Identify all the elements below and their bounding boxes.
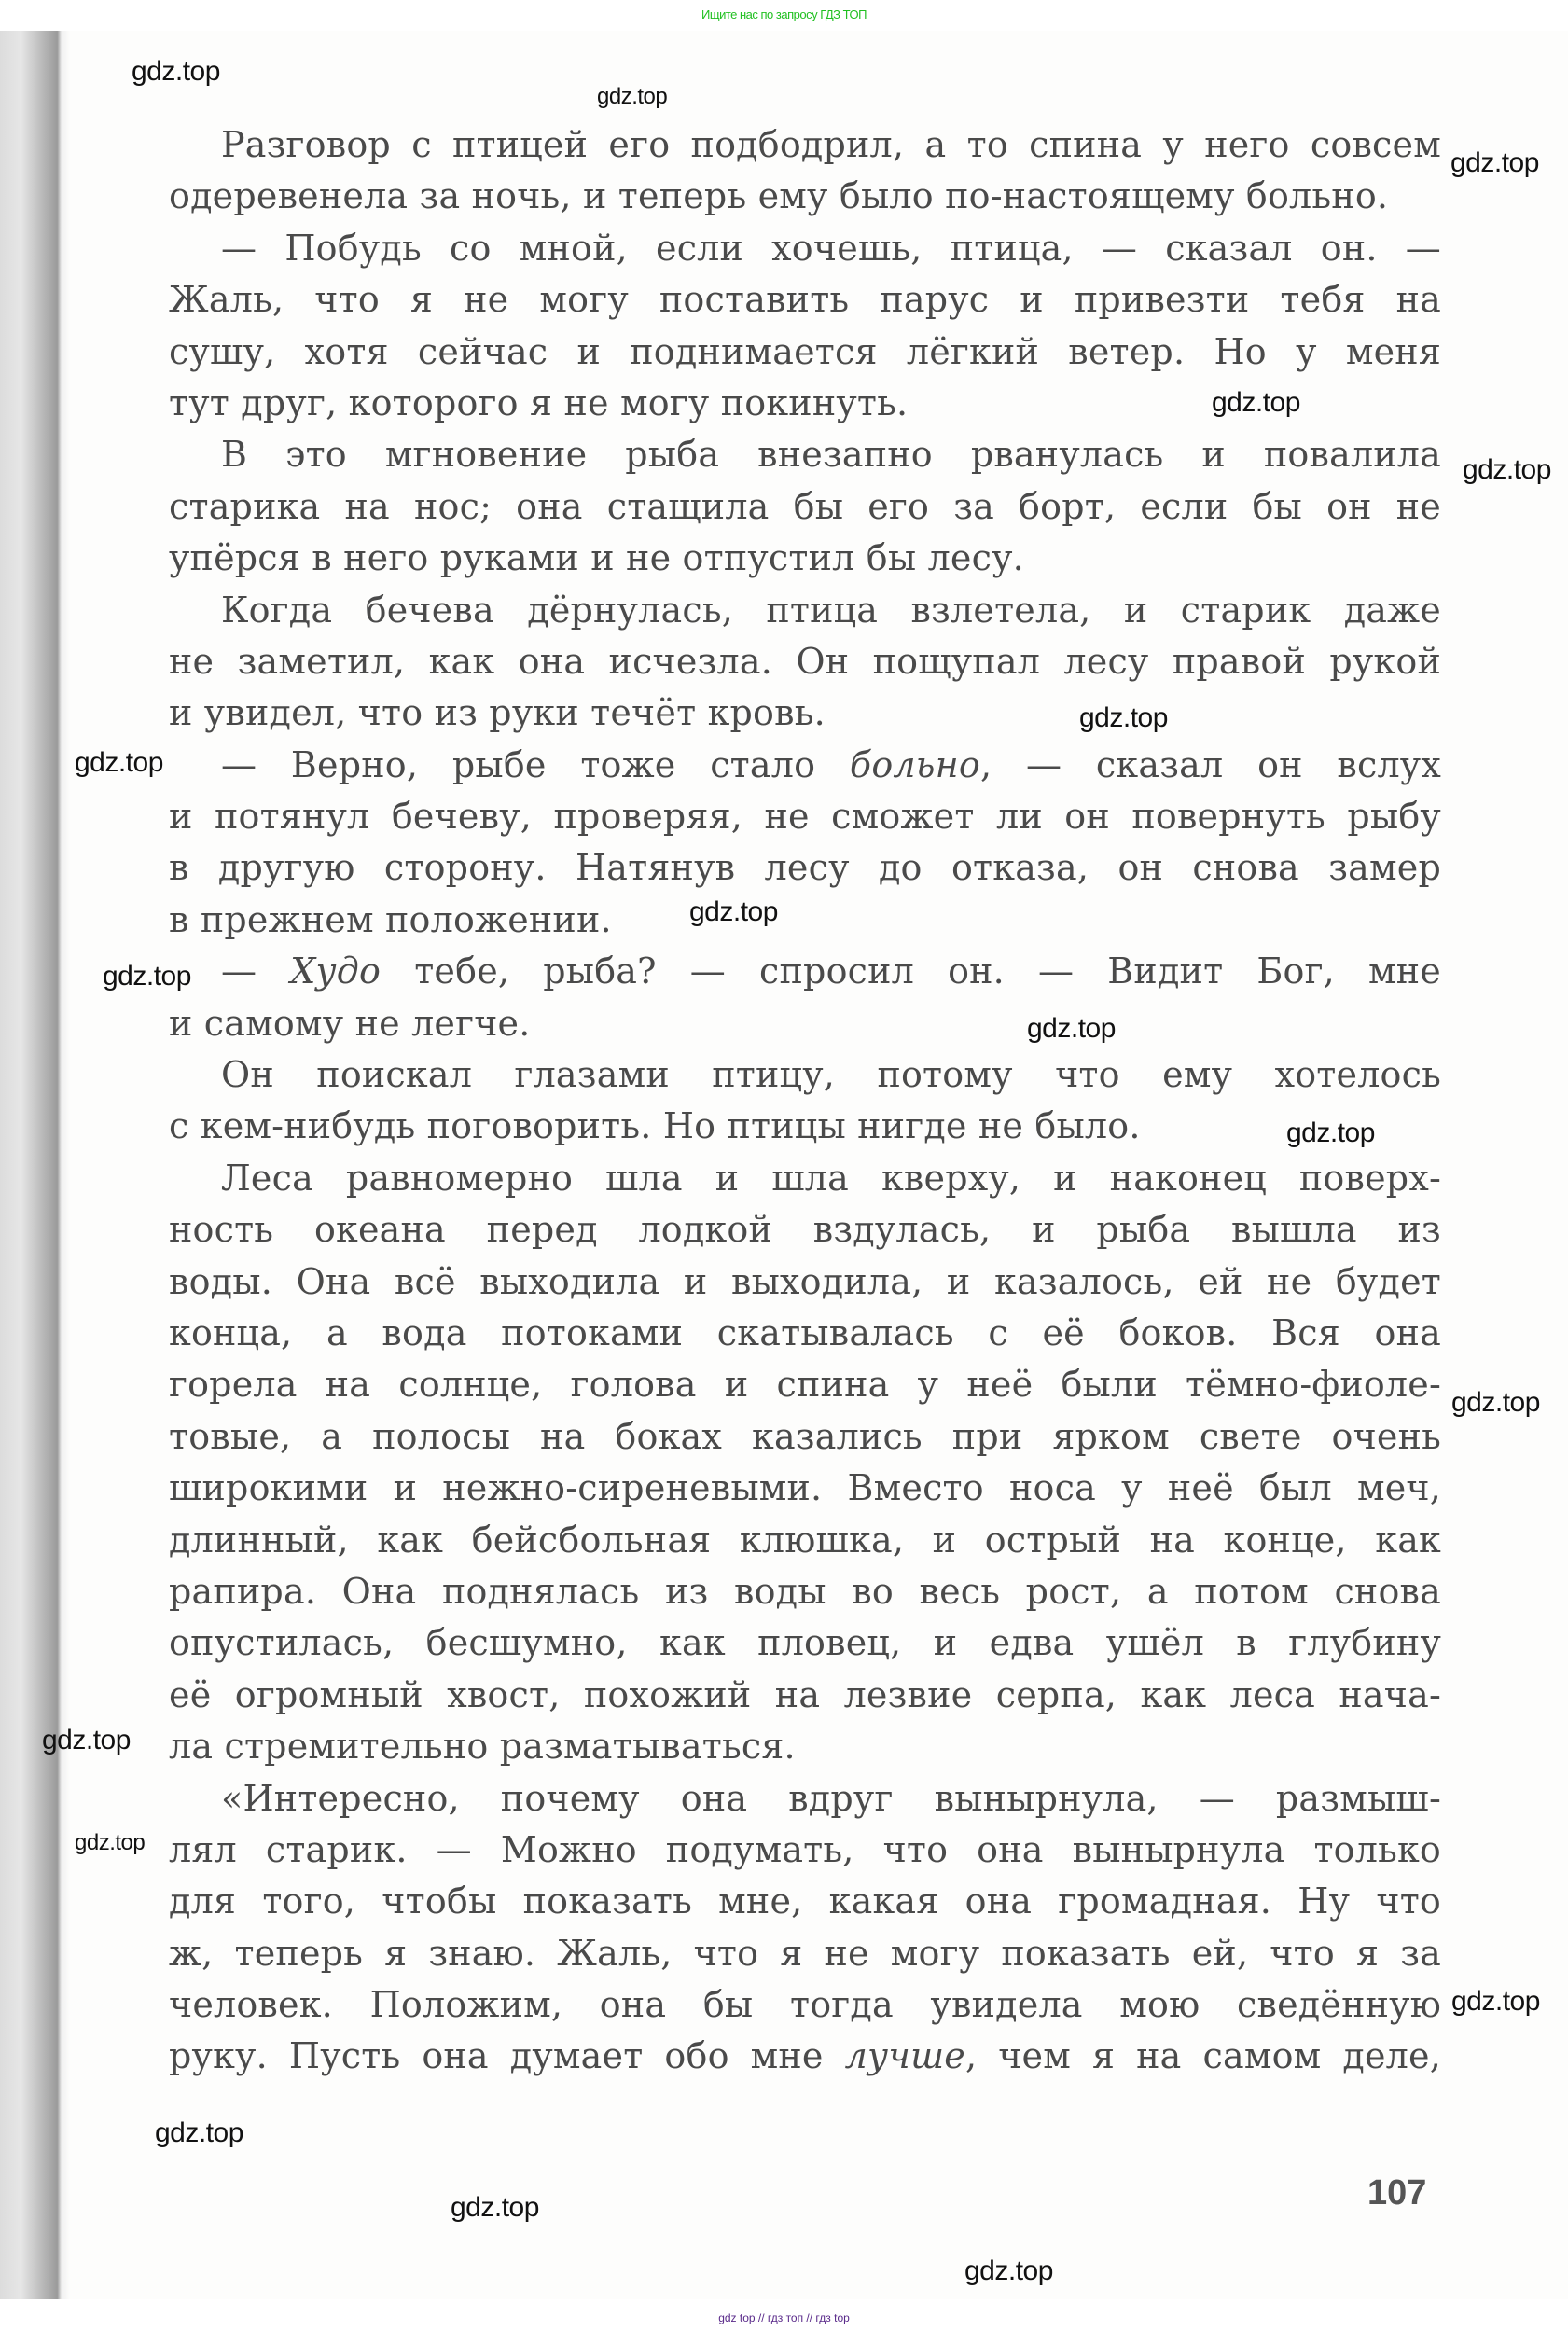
text-segment: широкими и нежно-сиреневыми. Вместо носа у неё был меч, (169, 1467, 1441, 1509)
text-segment: Жаль, что я не могу поставить парус и привезти тебя на (169, 279, 1441, 321)
text-line (169, 1101, 1441, 1152)
text-segment: для того, чтобы показать мне, какая она громадная. Ну что (169, 1880, 1441, 1922)
text-segment: — (221, 950, 291, 992)
text-line (169, 223, 1441, 274)
text-segment: сушу, хотя сейчас и поднимается лёгкий ветер. Но у меня (169, 330, 1441, 372)
italic-text: лучше (844, 2035, 965, 2077)
text-line (169, 1359, 1441, 1410)
watermark: gdz.top (1451, 1986, 1540, 2017)
text-segment: воды. Она всё выходила и выходила, и казалось, ей не будет (169, 1260, 1441, 1302)
text-line (169, 1411, 1441, 1463)
text-line (169, 1721, 1441, 1772)
text-segment: В это мгновение рыба внезапно рванулась и повалила (221, 434, 1441, 476)
text-line (169, 1670, 1441, 1721)
text-segment: Он поискал глазами птицу, потому что ему хотелось (221, 1054, 1441, 1096)
text-line (169, 1773, 1441, 1825)
bottom-banner: gdz top // гдз топ // гдз top (718, 2311, 850, 2324)
text-line (169, 1515, 1441, 1566)
text-segment: упёрся в него руками и не отпустил бы лесу. (169, 537, 1024, 579)
text-segment: ла стремительно разматываться. (169, 1726, 796, 1768)
watermark: gdz.top (1212, 387, 1300, 418)
top-banner: Ищите нас по запросу ГДЗ ТОП (701, 7, 867, 21)
text-line (169, 533, 1441, 584)
text-line (169, 585, 1441, 636)
text-line (169, 119, 1441, 171)
text-segment: в другую сторону. Натянув лесу до отказа, он снова замер (169, 847, 1441, 889)
text-line (169, 1617, 1441, 1669)
watermark: gdz.top (1450, 147, 1539, 178)
watermark: gdz.top (1451, 1387, 1540, 1418)
text-segment: ж, теперь я знаю. Жаль, что я не могу показать ей, что я за (169, 1932, 1441, 1974)
italic-text: больно (849, 743, 980, 785)
text-line (169, 274, 1441, 326)
text-segment: с кем-нибудь поговорить. Но птицы нигде не было. (169, 1105, 1141, 1147)
text-line (169, 1463, 1441, 1514)
text-line (169, 740, 1441, 791)
text-line (169, 687, 1441, 739)
watermark: gdz.top (75, 1830, 146, 1855)
text-line (169, 791, 1441, 842)
text-segment: руку. Пусть она думает обо мне (169, 2035, 845, 2077)
watermark: gdz.top (103, 961, 191, 992)
watermark: gdz.top (1286, 1117, 1375, 1148)
text-line (169, 1825, 1441, 1876)
text-segment: , чем я на самом деле, (964, 2035, 1441, 2077)
text-line (169, 2031, 1441, 2082)
watermark: gdz.top (964, 2255, 1053, 2286)
watermark: gdz.top (75, 747, 163, 778)
watermark: gdz.top (451, 2192, 539, 2223)
text-segment: Разговор с птицей его подбодрил, а то спина у него совсем (221, 124, 1441, 165)
text-line (169, 1928, 1441, 1979)
text-segment: старика на нос; она стащила бы его за борт, если бы он не (169, 485, 1441, 527)
watermark: gdz.top (597, 84, 668, 109)
italic-text: Худо (290, 950, 382, 992)
text-line (169, 998, 1441, 1049)
watermark: gdz.top (1463, 454, 1551, 485)
text-segment: не заметил, как она исчезла. Он пощупал лесу правой рукой (169, 640, 1441, 682)
watermark: gdz.top (1079, 702, 1168, 733)
text-line (169, 1204, 1441, 1256)
text-line (169, 1308, 1441, 1359)
text-line (169, 1256, 1441, 1308)
page-binding-shadow (0, 31, 70, 2299)
text-line (169, 1049, 1441, 1101)
text-segment: конца, а вода потоками скатывалась с её боков. Вся она (169, 1311, 1441, 1353)
text-segment: — Верно, рыбе тоже стало (221, 743, 850, 785)
watermark: gdz.top (1027, 1013, 1116, 1044)
watermark: gdz.top (155, 2117, 243, 2148)
text-line (169, 842, 1441, 894)
text-segment: человек. Положим, она бы тогда увидела мою сведённую (169, 1984, 1441, 2026)
text-segment: Когда бечева дёрнулась, птица взлетела, и старик даже (221, 589, 1441, 631)
text-line (169, 946, 1441, 997)
watermark: gdz.top (132, 56, 220, 87)
text-segment: товые, а полосы на боках казались при ярком свете очень (169, 1415, 1441, 1457)
page-number: 107 (1367, 2173, 1427, 2213)
text-line (169, 1153, 1441, 1204)
text-segment: и самому не легче. (169, 1002, 531, 1044)
text-line (169, 171, 1441, 222)
text-segment: «Интересно, почему она вдруг вынырнула, — размыш- (221, 1777, 1441, 1819)
text-segment: рапира. Она поднялась из воды во весь рост, а потом снова (169, 1570, 1441, 1612)
text-segment: и потянул бечеву, проверяя, не сможет ли он повернуть рыбу (169, 796, 1441, 838)
text-segment: и увидел, что из руки течёт кровь. (169, 692, 826, 734)
text-line (169, 326, 1441, 378)
text-line (169, 481, 1441, 533)
text-segment: её огромный хвост, похожий на лезвие серпа, как леса нача- (169, 1673, 1441, 1715)
text-line (169, 895, 1441, 946)
text-line (169, 429, 1441, 480)
text-segment: лял старик. — Можно подумать, что она вынырнула только (169, 1828, 1441, 1870)
text-segment: опустилась, бесшумно, как пловец, и едва ушёл в глубину (169, 1622, 1441, 1664)
text-segment: одеревенела за ночь, и теперь ему было по-настоящему больно. (169, 175, 1389, 217)
watermark: gdz.top (689, 896, 778, 927)
text-segment: в прежнем положении. (169, 898, 612, 940)
text-segment: ность океана перед лодкой вздулась, и рыба вышла из (169, 1209, 1441, 1251)
watermark: gdz.top (42, 1725, 131, 1755)
text-segment: тут друг, которого я не могу покинуть. (169, 382, 909, 423)
text-segment: Леса равномерно шла и шла кверху, и наконец поверх- (221, 1157, 1441, 1199)
text-segment: тебе, рыба? — спросил он. — Видит Бог, мне (381, 950, 1441, 992)
text-line (169, 1979, 1441, 2031)
text-segment: , — сказал он вслух (980, 743, 1441, 785)
text-segment: — Побудь со мной, если хочешь, птица, — сказал он. — (221, 227, 1441, 269)
text-segment: горела на солнце, голова и спина у неё были тёмно-фиоле- (169, 1364, 1441, 1406)
text-line (169, 1876, 1441, 1927)
text-line (169, 1566, 1441, 1617)
text-segment: длинный, как бейсбольная клюшка, и острый на конце, как (169, 1519, 1441, 1561)
text-line (169, 636, 1441, 687)
